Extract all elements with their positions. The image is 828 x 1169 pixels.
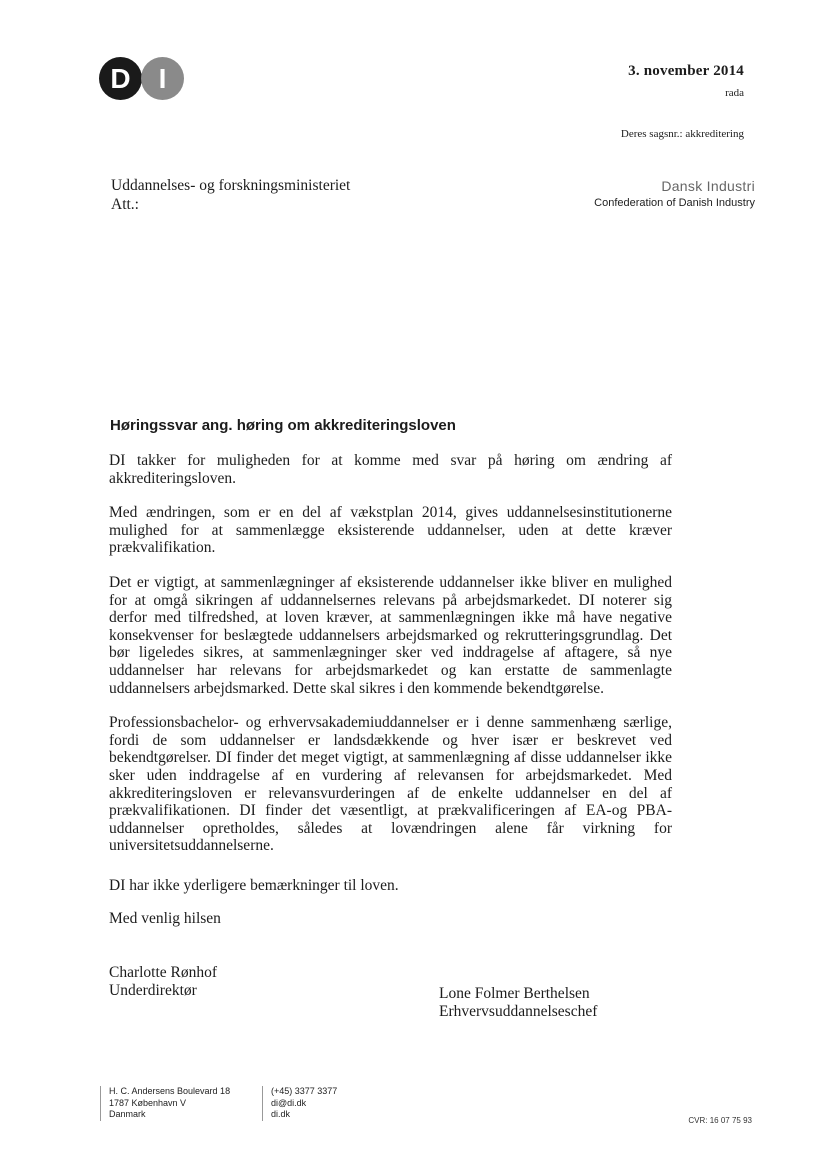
address-line: H. C. Andersens Boulevard 18 [109, 1086, 231, 1096]
recipient-attention: Att.: [111, 196, 139, 213]
logo-i-circle: I [141, 57, 184, 100]
address-line: 1787 København V [109, 1097, 187, 1108]
website: di.dk [271, 1109, 291, 1119]
org-name: Dansk Industri [661, 178, 755, 194]
signer-title: Erhvervsuddannelseschef [439, 1003, 598, 1020]
cvr-number: CVR: 16 07 75 93 [688, 1116, 752, 1125]
signature-left [109, 964, 217, 1000]
recipient-block [111, 176, 350, 214]
footer-contact [262, 1086, 337, 1121]
letter-body [109, 452, 672, 872]
closing-greeting: Med venlig hilsen [109, 910, 221, 927]
case-reference: Deres sagsnr.: akkreditering [620, 128, 744, 140]
org-subtitle: Confederation of Danish Industry [594, 197, 755, 209]
recipient-name: Uddannelses- og forskningsministeriet [111, 177, 351, 194]
closing-remark: DI har ikke yderligere bemærkninger til loven. [109, 877, 399, 894]
signature-right [439, 985, 597, 1021]
email-address: di@di.dk [271, 1097, 307, 1108]
closing-block [109, 877, 399, 943]
letter-date: 3. november 2014 [628, 63, 744, 79]
address-line: Danmark [109, 1109, 146, 1119]
body-paragraph: Professionsbachelor- og erhvervsakademiuddannelser er i denne sammenhæng særlige, fordi de som uddannelser er landsdækkende og hver især er beskrevet ved bekendtgørelser. DI finder det meget vigtigt, at sammenlægning af disse uddannelser ikke sker uden inddragelse af en vurdering af relevansen for arbejdsmarkedet. Med akkrediteringsloven er relevansvurderingen af de enkelte uddannelser en del af prækvalifikationen. DI finder det væsentligt, at prækvalificeringen af EA-og PBA-uddannelser opretholdes, således at lovændringen alene får virkning for universitetsuddannelserne. [109, 714, 672, 855]
letter-subject: Høringssvar ang. høring om akkrediteringsloven [110, 417, 456, 434]
sender-initials: rada [725, 87, 744, 99]
signer-title: Underdirektør [109, 982, 197, 999]
signer-name: Charlotte Rønhof [109, 964, 218, 981]
di-logo [99, 57, 185, 101]
body-paragraph: DI takker for muligheden for at komme med svar på høring om ændring af akkrediteringsloven. [109, 452, 672, 487]
phone-number: (+45) 3377 3377 [271, 1086, 338, 1096]
body-paragraph: Med ændringen, som er en del af vækstplan 2014, gives uddannelsesinstitutionerne mulighed for at sammenlægge eksisterende uddannelser, uden at dette kræver prækvalifikation. [109, 504, 672, 557]
logo-d-circle: D [99, 57, 142, 100]
body-paragraph: Det er vigtigt, at sammenlægninger af eksisterende uddannelser ikke bliver en mulighed for at omgå sikringen af uddannelsernes relevans på arbejdsmarkedet. DI noterer sig derfor med tilfredshed, at loven kræver, at sammenlægningen ikke må have negative konsekvenser for beslægtede uddannelsers arbejdsmarked og rekrutteringsgrundlag. Det bør ligeledes sikres, at sammenlægninger sker ved inddragelse af aftagere, så nye uddannelser har relevans for arbejdsmarkedet og kan erstatte de sammenlagte uddannelsers arbejdsmarked. Dette skal sikres i den kommende bekendtgørelse. [109, 573, 672, 697]
signer-name: Lone Folmer Berthelsen [439, 985, 590, 1002]
footer-address [100, 1086, 230, 1121]
